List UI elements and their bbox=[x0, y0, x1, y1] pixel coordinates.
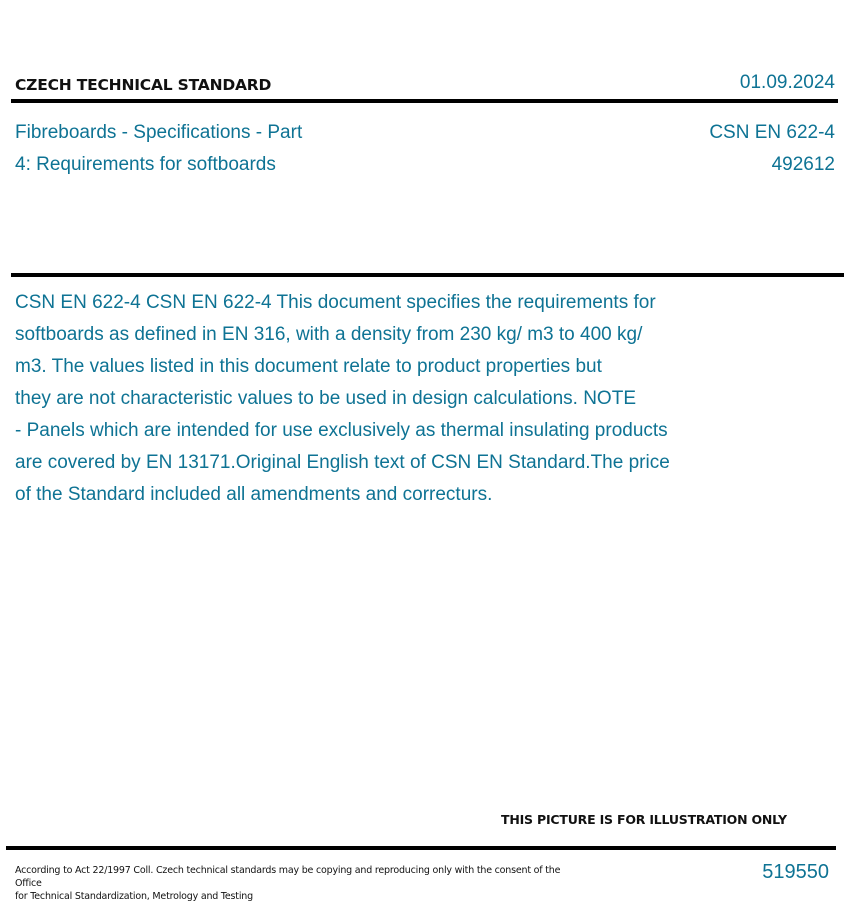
standard-code: CSN EN 622-4 bbox=[709, 122, 835, 143]
illustration-notice: THIS PICTURE IS FOR ILLUSTRATION ONLY bbox=[501, 812, 787, 827]
publication-date: 01.09.2024 bbox=[739, 72, 835, 93]
footer-divider bbox=[6, 846, 836, 850]
document-type-label: CZECH TECHNICAL STANDARD bbox=[15, 76, 272, 94]
standard-identifiers bbox=[709, 117, 835, 181]
class-number: 492612 bbox=[771, 154, 835, 175]
standard-description: CSN EN 622-4 CSN EN 622-4 This document specifies the requirements for softboards as defined in EN 316, with a density from 230 kg/ m3 to 400 kg/ m3. The values listed in this document relate to product properties but they are not characteristic values to be used in design calculations. NOTE - Panels which are intended for use exclusively as thermal insulating products are covered by EN 13171.Original English text of CSN EN Standard.The price of the Standard included all amendments and correcturs. bbox=[15, 292, 670, 505]
header-divider bbox=[11, 99, 838, 103]
catalog-number: 519550 bbox=[762, 861, 829, 883]
legal-notice: According to Act 22/1997 Coll. Czech technical standards may be copying and reproducing only with the consent of the Office for Technical Standardization, Metrology and Testing bbox=[15, 865, 561, 902]
standard-title: Fibreboards - Specifications - Part 4: Requirements for softboards bbox=[15, 122, 303, 175]
title-divider bbox=[11, 273, 844, 277]
